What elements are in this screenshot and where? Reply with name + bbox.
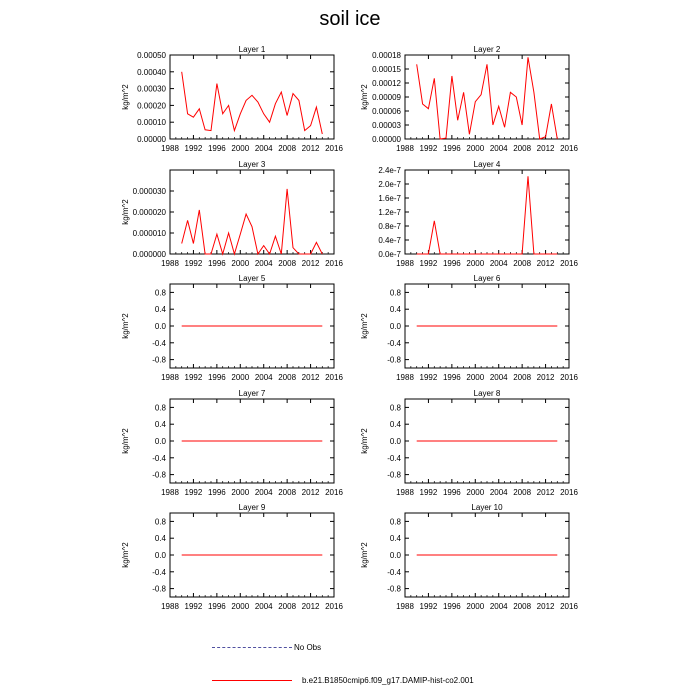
panel-6-ytick-label: 0.0 [389, 322, 401, 331]
panel-8-ytick-label: 0.0 [389, 437, 401, 446]
panel-2-ytick-label: 0.00012 [372, 79, 401, 88]
panel-8-xtick-label: 2008 [513, 488, 532, 497]
panel-6-xtick-label: 2000 [466, 373, 485, 382]
panel-9-ytick-label: 0.4 [154, 534, 166, 544]
panel-10-title: Layer 10 [471, 503, 503, 512]
panel-6-xtick-label: 1992 [419, 373, 438, 382]
panel-4-ytick-label: 2.0e-7 [378, 180, 401, 189]
panel-1-ytick-label: 0.00030 [137, 84, 166, 94]
panel-5-xtick-label: 1992 [184, 373, 203, 382]
panel-3-xtick-label: 1996 [207, 259, 226, 268]
panel-4-xtick-label: 1996 [442, 259, 461, 268]
panel-4-xtick-label: 2004 [489, 259, 508, 268]
panel-2-xtick-label: 2008 [513, 144, 532, 153]
panel-8-ytick-label: -0.4 [387, 453, 401, 463]
panel-3-series-line [182, 189, 323, 254]
panel-1-xtick-label: 2012 [301, 144, 320, 153]
panel-6-xtick-label: 2012 [536, 373, 555, 382]
panel-10-ytick-label: 0.8 [389, 517, 401, 527]
panel-6-ylabel: kg/m^2 [360, 313, 369, 339]
panel-5-title: Layer 5 [238, 274, 266, 283]
panel-9-xtick-label: 2012 [301, 602, 320, 611]
panel-6-title: Layer 6 [473, 274, 501, 283]
panel-3-ytick-label: 0.000020 [132, 208, 166, 217]
panel-5-ytick-label: -0.8 [152, 355, 166, 365]
panel-9-xtick-label: 2016 [325, 602, 343, 611]
panel-10-xtick-label: 2016 [560, 602, 578, 611]
panel-7-xtick-label: 1992 [184, 488, 203, 497]
panel-7-xtick-label: 2016 [325, 488, 343, 497]
panel-4-ytick-label: 1.2e-7 [378, 208, 401, 217]
panel-10-ylabel: kg/m^2 [360, 542, 369, 568]
panel-1-ytick-label: 0.00050 [137, 51, 166, 60]
panel-1-xtick-label: 1996 [207, 144, 226, 153]
panel-2-xtick-label: 1988 [396, 144, 414, 153]
panel-6-xtick-label: 2008 [513, 373, 532, 382]
panel-8-xtick-label: 2004 [489, 488, 508, 497]
panel-3-ytick-label: 0.000010 [132, 229, 166, 238]
panel-5-xtick-label: 2008 [278, 373, 297, 382]
panel-2-ytick-label: 0.00006 [372, 107, 401, 116]
panel-8-ylabel: kg/m^2 [360, 428, 369, 454]
panel-10-ytick-label: -0.4 [387, 567, 401, 577]
panel-1-ytick-label: 0.00010 [137, 118, 166, 128]
panel-4-frame [405, 170, 569, 254]
panel-8-xtick-label: 2012 [536, 488, 555, 497]
legend-model [212, 676, 632, 692]
panel-7-ytick-label: 0.4 [154, 420, 166, 430]
legend-model-label: b.e21.B1850cmip6.f09_g17.DAMIP-hist-co2.001 [302, 676, 474, 685]
panel-7-ytick-label: -0.4 [152, 453, 166, 463]
legend-obs [212, 643, 632, 659]
panel-2-ytick-label: 0.00003 [372, 121, 401, 130]
panel-9-xtick-label: 2008 [278, 602, 297, 611]
panel-10-xtick-label: 2000 [466, 602, 485, 611]
panel-6-xtick-label: 2004 [489, 373, 508, 382]
panel-5-xtick-label: 2016 [325, 373, 343, 382]
panel-8-xtick-label: 2000 [466, 488, 485, 497]
panel-3-ytick-label: 0.000000 [132, 250, 166, 259]
panel-3-title: Layer 3 [238, 160, 266, 169]
panel-3-xtick-label: 2004 [254, 259, 273, 268]
panel-1-ytick-label: 0.00040 [137, 67, 166, 77]
panel-2-xtick-label: 2000 [466, 144, 485, 153]
panel-9-xtick-label: 2004 [254, 602, 273, 611]
panel-9-xtick-label: 1988 [161, 602, 179, 611]
panel-4-xtick-label: 2016 [560, 259, 578, 268]
panel-1-xtick-label: 2016 [325, 144, 343, 153]
panel-8-xtick-label: 2016 [560, 488, 578, 497]
panel-8-xtick-label: 1988 [396, 488, 414, 497]
panel-8-xtick-label: 1996 [442, 488, 461, 497]
panel-7-xtick-label: 1988 [161, 488, 179, 497]
panel-5-xtick-label: 2012 [301, 373, 320, 382]
panel-8-xtick-label: 1992 [419, 488, 438, 497]
panel-6-xtick-label: 2016 [560, 373, 578, 382]
panel-2-ytick-label: 0.00000 [372, 135, 401, 144]
panel-8-ytick-label: 0.8 [389, 403, 401, 413]
panel-2-xtick-label: 2016 [560, 144, 578, 153]
panel-4-xtick-label: 1992 [419, 259, 438, 268]
panel-10-ytick-label: 0.4 [389, 534, 401, 544]
panel-7-ytick-label: 0.0 [154, 437, 166, 446]
panel-4-xtick-label: 1988 [396, 259, 414, 268]
panel-10-xtick-label: 1996 [442, 602, 461, 611]
panel-3-xtick-label: 2012 [301, 259, 320, 268]
panel-10-xtick-label: 1992 [419, 602, 438, 611]
panel-2-xtick-label: 2004 [489, 144, 508, 153]
panel-3-frame [170, 170, 334, 254]
panel-4-xtick-label: 2000 [466, 259, 485, 268]
panel-9-xtick-label: 2000 [231, 602, 250, 611]
panel-1-ytick-label: 0.00000 [137, 135, 166, 144]
panel-5-ytick-label: 0.0 [154, 322, 166, 331]
panel-5-xtick-label: 1988 [161, 373, 179, 382]
panel-8-title: Layer 8 [473, 389, 501, 398]
panel-9-ytick-label: -0.8 [152, 584, 166, 594]
panel-3-xtick-label: 1988 [161, 259, 179, 268]
panel-3-xtick-label: 2000 [231, 259, 250, 268]
panel-5-xtick-label: 1996 [207, 373, 226, 382]
panel-3-ylabel: kg/m^2 [121, 199, 130, 225]
panel-2-series-line [417, 57, 558, 139]
panel-3-ytick-label: 0.000030 [132, 187, 166, 196]
panel-9-ylabel: kg/m^2 [121, 542, 130, 568]
panel-4-ytick-label: 0.4e-7 [378, 236, 401, 245]
panel-9-title: Layer 9 [238, 503, 266, 512]
panel-6-xtick-label: 1988 [396, 373, 414, 382]
panel-9-ytick-label: 0.0 [154, 551, 166, 560]
panel-5-ytick-label: -0.4 [152, 338, 166, 348]
panel-2-ytick-label: 0.00015 [372, 65, 401, 74]
panel-2-ytick-label: 0.00009 [372, 93, 401, 102]
panel-10-xtick-label: 2004 [489, 602, 508, 611]
panel-1-xtick-label: 2000 [231, 144, 250, 153]
panel-1-xtick-label: 2004 [254, 144, 273, 153]
panel-3-xtick-label: 1992 [184, 259, 203, 268]
panel-4-ytick-label: 0.0e-7 [378, 250, 401, 259]
legend-obs-label: No Obs [294, 643, 322, 652]
panel-2-xtick-label: 1996 [442, 144, 461, 153]
panel-2-ylabel: kg/m^2 [360, 84, 369, 110]
panel-7-xtick-label: 2008 [278, 488, 297, 497]
panel-1-xtick-label: 1988 [161, 144, 179, 153]
panel-4-ytick-label: 1.6e-7 [378, 194, 401, 203]
panel-4-title: Layer 4 [473, 160, 501, 169]
panel-9-xtick-label: 1992 [184, 602, 203, 611]
legend-obs-line [212, 647, 292, 648]
panel-5-xtick-label: 2004 [254, 373, 273, 382]
panel-3-xtick-label: 2008 [278, 259, 297, 268]
panel-4-ytick-label: 2.4e-7 [378, 166, 401, 175]
panel-5-xtick-label: 2000 [231, 373, 250, 382]
legend-model-line [212, 680, 292, 681]
panel-6-ytick-label: 0.4 [389, 305, 401, 315]
panel-7-xtick-label: 2004 [254, 488, 273, 497]
panel-8-ytick-label: 0.4 [389, 420, 401, 430]
panel-6-xtick-label: 1996 [442, 373, 461, 382]
panel-9-xtick-label: 1996 [207, 602, 226, 611]
panel-10-xtick-label: 1988 [396, 602, 414, 611]
panel-10-ytick-label: -0.8 [387, 584, 401, 594]
panel-4-series-line [417, 176, 558, 254]
panel-4-ytick-label: 0.8e-7 [378, 222, 401, 231]
panel-2-title: Layer 2 [473, 45, 501, 54]
panel-1-series-line [182, 72, 323, 134]
panel-6-ytick-label: -0.8 [387, 355, 401, 365]
panel-5-ytick-label: 0.8 [154, 288, 166, 298]
panel-10-xtick-label: 2012 [536, 602, 555, 611]
panel-5-ylabel: kg/m^2 [121, 313, 130, 339]
panel-7-ytick-label: -0.8 [152, 470, 166, 480]
panel-7-title: Layer 7 [238, 389, 266, 398]
panel-5-ytick-label: 0.4 [154, 305, 166, 315]
panel-2-xtick-label: 2012 [536, 144, 555, 153]
panel-1-title: Layer 1 [238, 45, 266, 54]
panel-7-xtick-label: 2012 [301, 488, 320, 497]
panel-7-ylabel: kg/m^2 [121, 428, 130, 454]
panel-1-xtick-label: 2008 [278, 144, 297, 153]
panel-3-xtick-label: 2016 [325, 259, 343, 268]
panel-1-ylabel: kg/m^2 [121, 84, 130, 110]
figure-title: soil ice [319, 8, 381, 30]
panel-7-xtick-label: 1996 [207, 488, 226, 497]
panel-9-ytick-label: -0.4 [152, 567, 166, 577]
panel-6-ytick-label: -0.4 [387, 338, 401, 348]
panel-1-ytick-label: 0.00020 [137, 101, 166, 111]
panel-10-ytick-label: 0.0 [389, 551, 401, 560]
panel-2-xtick-label: 1992 [419, 144, 438, 153]
panel-4-xtick-label: 2008 [513, 259, 532, 268]
panel-7-ytick-label: 0.8 [154, 403, 166, 413]
panel-4-xtick-label: 2012 [536, 259, 555, 268]
panel-1-xtick-label: 1992 [184, 144, 203, 153]
panel-7-xtick-label: 2000 [231, 488, 250, 497]
panel-8-ytick-label: -0.8 [387, 470, 401, 480]
panel-10-xtick-label: 2008 [513, 602, 532, 611]
panel-9-ytick-label: 0.8 [154, 517, 166, 527]
panel-6-ytick-label: 0.8 [389, 288, 401, 298]
panel-2-ytick-label: 0.00018 [372, 51, 401, 60]
